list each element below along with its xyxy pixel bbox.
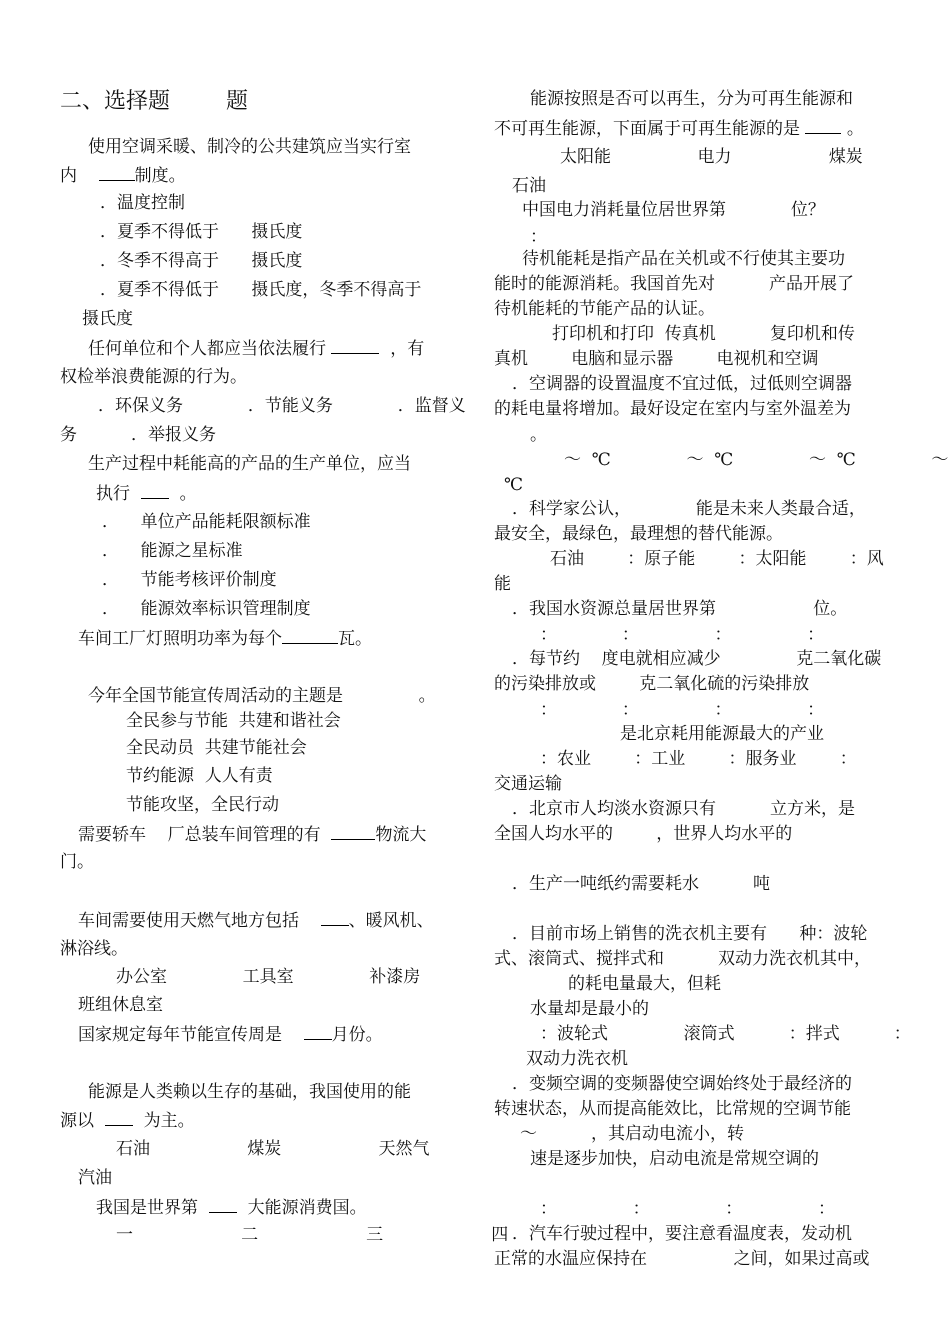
q13-options-line1: 打印机和打印 传真机 复印机和传 [552,324,855,344]
q9-option-last: 汽油 [78,1168,112,1188]
q15-options-line2: 能 [494,574,511,594]
q22-stem-line1: ．变频空调的变频器使空调始终处于最经济的 [512,1074,852,1094]
q11-option-last: 石油 [512,176,546,196]
q5-option-c: 节约能源 人人有责 [126,766,273,786]
q6-stem-line1: 需要轿车 厂总装车间管理的有 物流大 [78,825,427,845]
q14-stem-line2: 的耗电量将增加。最好设定在室内与室外温差为 [494,399,851,419]
q22-stem-line2: 转速状态，从而提高能效比，比常规的空调节能 [494,1099,851,1119]
q17-stem-line1: ．每节约 度电就相应减少 克二氧化碳 [512,649,882,669]
q16-stem: ．我国水资源总量居世界第 位。 [512,599,848,619]
answer-blank [282,627,338,644]
q21-options-line1: ：波轮式 滚筒式 ：拌式 ： [540,1024,911,1044]
q21-options-line2: 双动力洗衣机 [526,1049,628,1069]
q2-stem-line1: 任何单位和个人都应当依法履行 ，有 [88,339,425,359]
q9-stem-line2: 源以 为主。 [60,1111,195,1131]
q2-options-line2: 务 ．举报义务 [60,425,217,445]
q11-stem-line1: 能源按照是否可以再生，分为可再生能源和 [530,89,853,109]
q22-stem-line4: 速是逐步加快，启动电流是常规空调的 [530,1149,819,1169]
q22-stem-line3: ～ ，其启动电流小，转 [520,1124,745,1144]
q21-stem-line3: 的耗电量最大，但耗 [568,974,721,994]
q3-option-c: ． 节能考核评价制度 [102,570,277,590]
q2-stem-line2: 权检举浪费能源的行为。 [60,367,247,387]
q7-options: 办公室 工具室 补漆房 [116,967,421,987]
q9-options: 石油 煤炭 天然气 [116,1139,430,1159]
answer-blank [141,482,169,499]
q5-option-d: 节能攻坚，全民行动 [126,795,279,815]
q17-stem-line2: 的污染排放或 克二氧化硫的污染排放 [494,674,810,694]
q23-stem-line2: 正常的水温应保持在 之间，如果过高或 [494,1249,870,1269]
q21-stem-line1: ．目前市场上销售的洗衣机主要有 种：波轮 [512,924,868,944]
q14-stem-line1: ．空调器的设置温度不宜过低，过低则空调器 [512,374,852,394]
q9-stem-line1: 能源是人类赖以生存的基础，我国使用的能 [88,1082,411,1102]
q14-option-last: ℃ [504,475,524,495]
q1-option-c: ．冬季不得高于 摄氏度 [100,251,303,271]
q7-option-last: 班组休息室 [78,995,163,1015]
q14-stem-line3: 。 [530,425,547,445]
q7-stem-line1: 车间需要使用天燃气地方包括 、暖风机、 [78,911,434,931]
q11-options: 太阳能 电力 煤炭 [560,147,863,167]
q3-stem-line2: 执行 。 [96,484,197,504]
q15-options-line1: 石油 ：原子能 ：太阳能 ：风 [550,549,884,569]
q16-options: ： ： ： ： [540,625,825,645]
q12-options: ： [530,227,547,247]
q10-options: 一 二 三 四 [116,1225,509,1245]
answer-blank [331,337,379,354]
q7-stem-line2: 淋浴线。 [60,939,128,959]
q18-options-line2: 交通运输 [494,774,562,794]
q13-stem-line1: 待机能耗是指产品在关机或不行使其主要功 [522,249,845,269]
answer-blank [331,823,375,840]
q12-stem: 中国电力消耗量位居世界第 位？ [522,200,825,220]
q5-option-b: 全民动员 共建节能社会 [126,738,307,758]
q13-stem-line2: 能时的能源消耗。我国首先对 产品开展了 [494,274,855,294]
q3-stem-line1: 生产过程中耗能高的产品的生产单位，应当 [88,454,411,474]
section-heading: 二、选择题 题 [60,89,248,114]
q15-stem-line2: 最安全，最绿色，最理想的替代能源。 [494,524,783,544]
q1-option-d-line1: ．夏季不得低于 摄氏度，冬季不得高于 [100,280,422,300]
q14-options: ～ ℃ ～ ℃ ～ ℃ ～ [564,450,949,470]
answer-blank [304,1023,332,1040]
q2-options-line1: ．环保义务 ．节能义务 ．监督义 [98,396,466,416]
q19-stem-line1: ．北京市人均淡水资源只有 立方米，是 [512,799,856,819]
q3-option-b: ． 能源之星标准 [102,541,243,561]
q8-stem: 国家规定每年节能宣传周是 月份。 [78,1025,383,1045]
q20-stem: ．生产一吨纸约需要耗水 吨 [512,874,771,894]
answer-blank [321,909,349,926]
answer-blank [805,117,841,134]
q1-option-b: ．夏季不得低于 摄氏度 [100,222,303,242]
q10-stem: 我国是世界第 大能源消费国。 [96,1198,367,1218]
q21-stem-line2: 式、滚筒式、搅拌式和 双动力洗衣机其中， [494,949,872,969]
q19-stem-line2: 全国人均水平的 ，世界人均水平的 [494,824,793,844]
q18-stem: 是北京耗用能源最大的产业 [620,724,824,744]
q23-stem-line1: ．汽车行驶过程中，要注意看温度表，发动机 [512,1224,852,1244]
q1-stem-line1: 使用空调采暖、制冷的公共建筑应当实行室 [88,137,411,157]
q4-stem: 车间工厂灯照明功率为每个 瓦。 [78,629,372,649]
q13-stem-line3: 待机能耗的节能产品的认证。 [494,299,715,319]
q15-stem-line1: ．科学家公认， 能是未来人类最合适， [512,499,866,519]
q21-stem-line4: 水量却是最小的 [530,999,649,1019]
q18-options-line1: ：农业 ：工业 ：服务业 ： [540,749,857,769]
answer-blank [99,164,135,181]
q17-options: ： ： ： ： [540,700,825,720]
q13-options-line2: 真机 电脑和显示器 电视机和空调 [494,349,819,369]
q6-stem-line2: 门。 [60,852,94,872]
answer-blank [105,1109,133,1126]
answer-blank [209,1196,237,1213]
q1-option-d-line2: 摄氏度 [82,309,133,329]
q1-option-a: ．温度控制 [100,193,185,213]
q22-options: ： ： ： ： [540,1199,835,1219]
q5-stem: 今年全国节能宣传周活动的主题是 。 [88,686,436,706]
q11-stem-line2: 不可再生能源，下面属于可再生能源的是 。 [494,119,864,139]
q5-option-a: 全民参与节能 共建和谐社会 [126,711,341,731]
q3-option-d: ． 能源效率标识管理制度 [102,599,311,619]
q1-stem-line2: 内 制度。 [60,166,186,186]
q3-option-a: ． 单位产品能耗限额标准 [102,512,311,532]
